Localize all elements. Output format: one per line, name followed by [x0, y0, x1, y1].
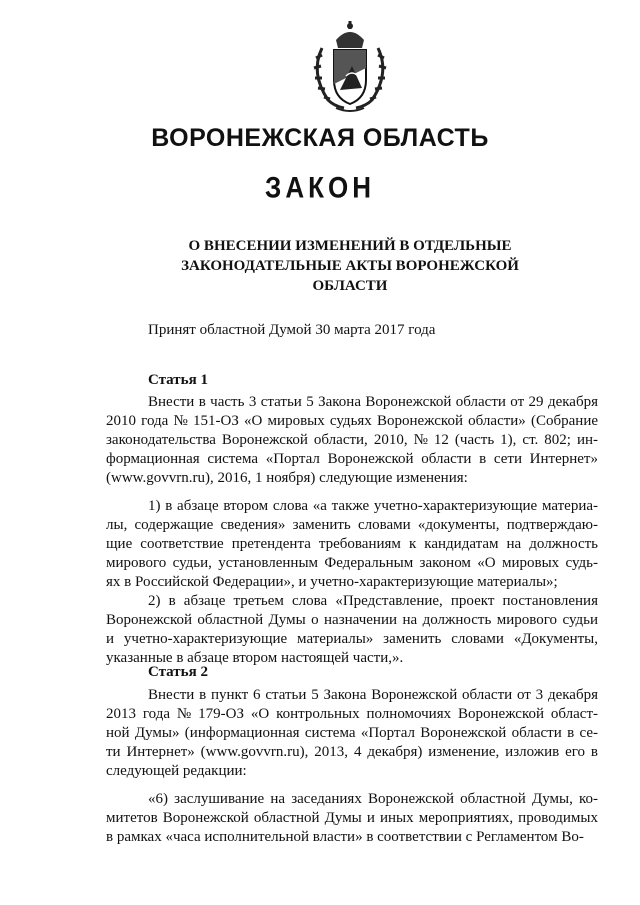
text-line: (www.govvrn.ru), 2016, 1 ноября) следующие изменения: — [106, 470, 468, 486]
text-line: 2013 года № 179-ОЗ «О контрольных полномочиях Воронежской област- — [106, 706, 598, 722]
article-2-heading: Статья 2 — [148, 664, 208, 680]
article-1-heading: Статья 1 — [148, 372, 208, 388]
text-line: в рамках «часа исполнительной власти» в соответствии с Регламентом Во- — [106, 829, 584, 845]
article-1-intro — [106, 393, 598, 488]
adoption-date-line: Принят областной Думой 30 марта 2017 года — [148, 322, 436, 338]
text-line: и учетно-характеризующие материалы» заменить словами «Документы, — [106, 631, 598, 647]
text-line: Внести в пункт 6 статьи 5 Закона Воронежской области от 3 декабря — [148, 687, 598, 703]
text-line: следующей редакции: — [106, 763, 247, 779]
article-1-item-1 — [106, 497, 598, 592]
article-2-quote — [106, 790, 598, 847]
article-2-intro — [106, 686, 598, 781]
text-line: лы, содержащие сведения» заменить словами «документы, подтверждаю- — [106, 517, 598, 533]
text-line: законодательства Воронежской области, 2010, № 12 (часть 1), ст. 802; ин- — [106, 432, 598, 448]
text-line: ти Интернет» (www.govvrn.ru), 2013, 4 декабря) изменение, изложив его в — [106, 744, 598, 760]
article-1-item-2 — [106, 592, 598, 668]
law-subject-line: О ВНЕСЕНИИ ИЗМЕНЕНИЙ В ОТДЕЛЬНЫЕ — [188, 238, 512, 254]
text-line: формационная система «Портал Воронежской области в сети Интернет» — [106, 451, 598, 467]
law-subject-line: ОБЛАСТИ — [312, 278, 388, 294]
text-line: мирового судьи, установленным Федеральным законом «О мировых судь- — [106, 555, 598, 571]
text-line: 2) в абзаце третьем слова «Представление, проект постановления — [148, 593, 598, 609]
law-subject-line: ЗАКОНОДАТЕЛЬНЫЕ АКТЫ ВОРОНЕЖСКОЙ — [181, 258, 519, 274]
law-subject — [140, 236, 560, 296]
text-line: ях в Российской Федерации», и учетно-характеризующие материалы»; — [106, 574, 558, 590]
text-line: ной Думы» (информационная система «Портал Воронежской области в се- — [106, 725, 598, 741]
text-line: «6) заслушивание на заседаниях Воронежской областной Думы, ко- — [148, 791, 598, 807]
text-line: Внести в часть 3 статьи 5 Закона Воронежской области от 29 декабря — [148, 394, 598, 410]
text-line: митетов Воронежской областной Думы и иных мероприятиях, проводимых — [106, 810, 598, 826]
text-line: щие соответствие претендента требованиям к кандидатам на должность — [106, 536, 598, 552]
text-line: указанные в абзаце втором настоящей части,». — [106, 650, 404, 666]
document-type-title: ЗАКОН — [265, 169, 375, 205]
coat-of-arms-emblem — [300, 18, 400, 118]
text-line: 1) в абзаце втором слова «а также учетно-характеризующие материа- — [148, 498, 598, 514]
region-title: ВОРОНЕЖСКАЯ ОБЛАСТЬ — [151, 124, 489, 152]
text-line: Воронежской областной Думы о назначении на должность мирового судьи — [106, 612, 598, 628]
text-line: 2010 года № 151-ОЗ «О мировых судьях Воронежской области» (Собрание — [106, 413, 598, 429]
